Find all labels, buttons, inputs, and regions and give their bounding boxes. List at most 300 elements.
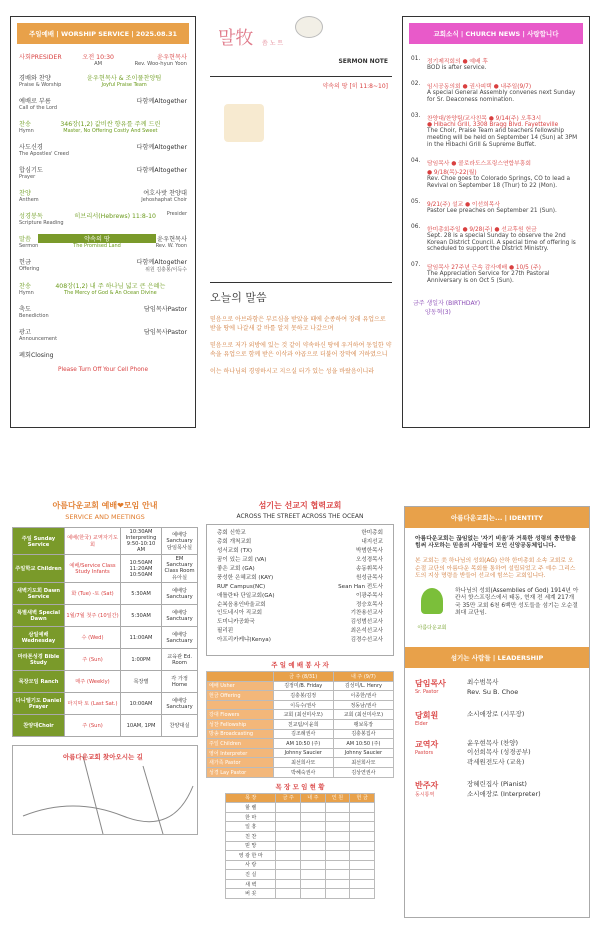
mission-church: 인도네시아 직교회 [217, 610, 263, 617]
volunteer-role: 새가족 Pastor [207, 758, 274, 768]
volunteer-name: 정동남/권사 [333, 700, 393, 710]
item-label-kr: 폐회Closing [19, 352, 54, 359]
item-label [19, 211, 64, 226]
identity-p2: 본 교회는 美 하나님의 성회(AG) 산하 한미총회 소속 교회로 오순절 교단의 아름다운 목회를 통하여 설립되었고 주 예수 그리스도의 지상 명령을 받들어 선교에 힘쓰는 교회입니다. [415, 558, 576, 579]
worship-panel [10, 16, 196, 428]
volunteer-name: AM 10:50 (주) [333, 739, 393, 749]
mission-row [217, 601, 383, 610]
news-kr2: ● 9/18(목)-22(월) [427, 169, 477, 176]
item-content [57, 327, 144, 342]
news-en: BOD is after service. [427, 65, 487, 71]
cell-blank [350, 803, 375, 813]
mission-panel [206, 500, 394, 918]
service-name: 특별새벽 Special Dawn [13, 605, 65, 627]
cell-blank [301, 831, 326, 841]
volunteer-role: 영어 Interpreter [207, 748, 274, 758]
mission-row [217, 618, 383, 627]
item-content [61, 73, 187, 88]
news-en: A special General Assembly convenes next Sunday for Sr. Deaconess nomination. [427, 89, 576, 103]
volunteer-header: 금 주 (8/31) [273, 672, 333, 682]
volunteer-row [207, 758, 394, 768]
mission-partner: 내지선교 [361, 538, 383, 545]
sermon-title-sub: 씀 노 트 [262, 40, 284, 47]
volunteer-row [207, 710, 394, 720]
leader-kr: 윤우현목사 [157, 236, 187, 243]
today-word-title: 오늘의 말씀 [210, 282, 392, 305]
item-label [19, 188, 39, 203]
mission-row [217, 574, 383, 583]
cell-name: 일 흥 [226, 822, 276, 832]
news-kr: 담임목사 ● 콜로라도스프링스연합부흥회 [427, 160, 531, 167]
item-label-kr: 찬양 [19, 190, 31, 197]
cell-blank [350, 822, 375, 832]
cell-blank [325, 879, 350, 889]
mission-partner: 정승호목사 [355, 601, 383, 608]
birthday-title: 금주 생일자 (BIRTHDAY) [413, 300, 481, 308]
news-item [411, 81, 581, 104]
leader-kr: 다함께Altogether [136, 167, 187, 174]
service-day: 예배(한국) 교역자기도회 [65, 528, 121, 555]
cell-blank [350, 851, 375, 861]
item-main-en: Joyful Praise Team [101, 82, 147, 88]
leadership-header: 섬기는 사람들 | LEADERSHIP [405, 647, 589, 668]
cell-blank [301, 803, 326, 813]
leader-role [415, 678, 467, 698]
cell-row [226, 889, 375, 899]
service-time: 10AM, 1PM [121, 715, 162, 737]
news-item [411, 224, 581, 254]
services-table [12, 527, 198, 737]
role-kr: 당회원 [415, 710, 439, 720]
cell-row [226, 870, 375, 880]
leader-role [415, 710, 467, 727]
cell-blank [301, 879, 326, 889]
volunteer-name: 김충봉집사 [333, 729, 393, 739]
news-body [427, 158, 581, 190]
service-day: 1월/7월 첫주 (10일간) [65, 605, 121, 627]
mission-row [217, 609, 383, 618]
service-row [13, 649, 198, 671]
news-kr: 담임목사 27주년 근속 감사예배 ● 10/5 (주) [427, 265, 541, 272]
volunteer-table [206, 671, 394, 778]
leader-kr: 담임목사Pastor [143, 329, 187, 336]
mission-row [217, 627, 383, 636]
worship-item [19, 327, 187, 342]
leader-name: 소시애장로 (시무장) [467, 709, 525, 718]
item-main-en: The Promised Land [73, 243, 121, 249]
cell-blank [301, 812, 326, 822]
item-label [19, 234, 38, 249]
item-main: 408장(1,2) 내 주 하나님 넓고 큰 은혜는 [55, 283, 166, 290]
worship-item [19, 165, 187, 180]
mission-row [217, 583, 383, 592]
mission-partner: 기찬용선교사 [350, 610, 383, 617]
mission-church: 필리핀 [217, 628, 234, 635]
item-label [19, 119, 34, 134]
leader-kr: 다함께Altogether [136, 259, 187, 266]
service-name: 주일 Sunday Service [13, 528, 65, 555]
mission-partner: Sean Han 전도사 [338, 583, 383, 590]
leader-kr: 담임목사Pastor [143, 306, 187, 313]
item-main-en: The Mercy of God & An Ocean Divine [64, 290, 157, 296]
item-label [19, 304, 49, 319]
item-main-en: Master, No Offering Costly And Sweet [63, 128, 158, 134]
leader-names [467, 678, 518, 698]
volunteer-header: 내 주 (9/7) [333, 672, 393, 682]
volunteer-role: 성찬 Fellowship [207, 719, 274, 729]
cell-header: 헌 금 [350, 793, 375, 803]
news-kr: 임시공동의회 ● 권사피택 ● 내주일(9/7) [427, 83, 532, 90]
item-label-kr: 사도신경 [19, 144, 43, 151]
service-row [13, 627, 198, 649]
item-label [19, 257, 39, 273]
identity-header: 아름다운교회는... | IDENTITY [405, 507, 589, 528]
news-item [411, 56, 581, 72]
role-en: Pastors [415, 749, 434, 756]
service-time: 10:50AM 11:20AM 10:50AM [121, 555, 162, 583]
volunteer-name: 김정미/B. Friday [273, 681, 333, 691]
leader-kr: 다함께Altogether [136, 144, 187, 151]
cell-blank [276, 860, 301, 870]
sermon-note-label: SERMON NOTE [338, 58, 388, 65]
birthday-name: 양동혁(3) [425, 309, 451, 317]
volunteer-name: 박혜숙권사 [273, 767, 333, 777]
service-row [13, 715, 198, 737]
volunteer-row [207, 691, 394, 701]
service-day: 매주 (Weekly) [65, 671, 121, 693]
mission-church: RUF Campus(NC) [217, 583, 266, 590]
worship-item [19, 73, 187, 88]
service-row [13, 555, 198, 583]
sermon-paragraph: 믿음으로 아브라함은 부르심을 받았을 때에 순종하여 장래 유업으로 받을 땅에 나갈새 갈 바를 알지 못하고 나갔으며 [210, 316, 386, 332]
cell-header: 내 주 [301, 793, 326, 803]
cellphone-notice: Please Turn Off Your Cell Phone [57, 367, 149, 373]
item-label-kr: 합심기도 [19, 167, 43, 174]
item-leader [144, 327, 187, 342]
mission-row [217, 592, 383, 601]
item-label-en: Prayer [19, 174, 36, 180]
service-name: 마라톤성경 Bible Study [13, 649, 65, 671]
leader-row [415, 678, 579, 698]
volunteer-row [207, 700, 394, 710]
cell-blank [301, 889, 326, 899]
identity-panel [404, 506, 590, 918]
cell-header: 목 장 [226, 793, 276, 803]
service-row [13, 671, 198, 693]
item-label-kr: 찬송 [19, 283, 31, 290]
mission-partner: 김경수선교사 [350, 637, 383, 644]
cell-blank [325, 822, 350, 832]
service-day: 화 (Tue) -토 (Sat) [65, 583, 121, 605]
worship-item [19, 350, 187, 359]
item-label-en: Anthem [19, 197, 39, 203]
item-content [49, 304, 144, 319]
item-label-en: Sermon [19, 243, 39, 249]
service-name: 새벽기도회 Dawn Service [13, 583, 65, 605]
role-kr: 반주자 [415, 780, 439, 790]
worship-item [19, 119, 187, 134]
item-label-en: The Apostles' Creed [19, 151, 69, 157]
item-label-en: Benediction [19, 313, 49, 319]
item-label [19, 327, 57, 342]
item-content [39, 257, 136, 273]
volunteer-name: 김성미/L. Henry [333, 681, 393, 691]
mission-church: 좋은 교회 (GA) [217, 565, 255, 572]
leader-en: 위원 김충봉/이득수 [145, 267, 187, 273]
item-main: 윤우현목사 & 조이풀찬양팀 [86, 75, 162, 82]
item-main: 346장(1,2) 값비싼 향유를 주께 드린 [60, 121, 161, 128]
news-item [411, 158, 581, 190]
news-kr: 정기제직회의 ● 예배 후 [427, 59, 488, 65]
role-en: Elder [415, 720, 428, 727]
news-body [427, 113, 581, 149]
item-label-kr: 예배로 부름 [19, 98, 51, 105]
volunteer-role: 성경 Lay Pastor [207, 767, 274, 777]
item-leader [144, 304, 187, 319]
cell-blank [325, 841, 350, 851]
service-name: 삼일예배 Wednesday [13, 627, 65, 649]
cell-blank [325, 803, 350, 813]
news-en: Rev. Choe goes to Colorado Springs, CO to lead a Revival on September 18 (Thur) to 22 (Mon). [427, 175, 571, 189]
worship-item [19, 234, 187, 249]
news-number: 04. [411, 157, 421, 164]
item-content [64, 211, 167, 226]
cross-illustration-icon [224, 104, 264, 142]
service-time: 1:00PM [121, 649, 162, 671]
role-kr: 담임목사 [415, 679, 446, 689]
item-label [19, 281, 34, 296]
leader-row [415, 780, 579, 800]
cell-name: 사 랑 [226, 860, 276, 870]
mission-title: 섬기는 선교지 협력교회 [258, 501, 342, 510]
volunteer-role: 주일 Children [207, 739, 274, 749]
item-content [54, 350, 187, 359]
worship-item [19, 188, 187, 203]
service-name: 찬양대Choir [13, 715, 65, 737]
news-body [427, 81, 581, 104]
leader-kr: 여호사밧 찬양대 [143, 190, 187, 197]
news-number: 07. [411, 262, 421, 269]
service-day: 수 (Wed) [65, 627, 121, 649]
service-time: 5:30AM [121, 605, 162, 627]
cell-row [226, 822, 375, 832]
leader-names [467, 710, 524, 727]
volunteer-name: 김상연권사 [333, 767, 393, 777]
cell-blank [276, 851, 301, 861]
mission-partner: 이광주목사 [355, 592, 383, 599]
item-label [19, 350, 54, 359]
item-leader [136, 165, 187, 180]
presider-label: 사회PRESIDER [19, 54, 62, 61]
presider-name: 윤우현목사 [157, 54, 187, 61]
leader-name: Rev. Su B. Choe [467, 687, 519, 696]
sermon-panel [210, 16, 392, 428]
cell-blank [350, 879, 375, 889]
leader-names [467, 780, 541, 800]
identity-p3: 하나님의 성회(Assemblies of God) 1914년 아칸서 핫스프링스에서 태동, 현재 전 세계 217개국 35만 교회 6천 6백만 성도들을 섬기는 오순절 최대 교단임. [455, 588, 579, 616]
leader-en: Jehoshaphat Choir [141, 197, 187, 203]
volunteer-row [207, 767, 394, 777]
item-label-en: Offering [19, 266, 40, 272]
mission-partner: 김성범선교사 [350, 619, 383, 626]
cell-blank [325, 870, 350, 880]
leader-en: Presider [166, 211, 187, 217]
mission-church: 애틀란타 단일교회(GA) [217, 592, 275, 599]
news-list [403, 56, 589, 285]
cell-blank [276, 889, 301, 899]
cell-blank [350, 889, 375, 899]
map-title: 아름다운교회 찾아오시는 길 [63, 753, 143, 761]
cell-blank [301, 841, 326, 851]
item-label-en: Scripture Reading [19, 220, 64, 226]
volunteer-header-row [207, 672, 394, 682]
news-item [411, 199, 581, 215]
item-label-en: Praise & Worship [19, 82, 62, 88]
mission-row [217, 565, 383, 574]
services-subtitle: SERVICE AND MEETINGS [65, 513, 145, 521]
services-panel [12, 500, 198, 918]
volunteer-role: 강대 Flowers [207, 710, 274, 720]
service-place: 예배당 Sanctuary [162, 627, 198, 649]
presider-time: 오전 10:30 [82, 54, 114, 61]
item-content [57, 96, 136, 111]
cell-blank [301, 870, 326, 880]
cell-header: 금 주 [276, 793, 301, 803]
services-title: 아름다운교회 예배❤모임 안내 [52, 501, 158, 510]
cell-blank [276, 870, 301, 880]
item-leader [136, 257, 187, 273]
item-content [38, 234, 155, 249]
news-body [427, 56, 581, 72]
mission-row [217, 556, 383, 565]
service-place: 교육관 Ed. Room [162, 649, 198, 671]
news-en: The Appreciation Service for 27th Pastoral Anniversary is on Oct 5 (Sun). [427, 271, 550, 285]
cell-blank [350, 870, 375, 880]
cell-blank [350, 831, 375, 841]
mission-row [217, 636, 383, 645]
volunteer-name: 이득수/권사 [273, 700, 333, 710]
news-en: Pastor Lee preaches on September 21 (Sun). [427, 207, 557, 214]
item-label [19, 165, 43, 180]
service-place: EM Sanctuary Class Room 유아실 [162, 555, 198, 583]
item-label-en: Hymn [19, 128, 34, 134]
news-number: 06. [411, 223, 421, 230]
news-kr: 9/21(주) 설교 ● 이선희목사 [427, 201, 500, 208]
cell-header: 인 원 [325, 793, 350, 803]
cell-blank [350, 812, 375, 822]
cell-row [226, 803, 375, 813]
order-of-service [19, 73, 187, 359]
mission-partner: 박범한목사 [355, 547, 383, 554]
news-panel [402, 16, 590, 428]
church-logo: 아름다운교회 [415, 588, 449, 633]
item-label-kr: 헌금 [19, 259, 31, 266]
news-number: 02. [411, 80, 421, 87]
cell-row [226, 879, 375, 889]
volunteer-name: 친교팀/이윤희 [273, 719, 333, 729]
volunteer-row [207, 739, 394, 749]
leadership-list [405, 668, 589, 821]
cell-blank [276, 812, 301, 822]
cell-blank [276, 841, 301, 851]
role-kr: 교역자 [415, 739, 439, 749]
cell-name: 할 렐 [226, 803, 276, 813]
volunteer-name: 이종한/권사 [333, 691, 393, 701]
service-day: 주 (Sun) [65, 649, 121, 671]
volunteer-name: 김충봉/김정 [273, 691, 333, 701]
item-main: 히브리서(Hebrews) 11:8-10 [74, 213, 156, 220]
sermon-title: 말牧 [218, 28, 254, 49]
cell-row [226, 841, 375, 851]
mission-partner: 한미총회 [361, 530, 383, 536]
item-label-kr: 말씀 [19, 236, 31, 243]
item-content [39, 188, 142, 203]
sermon-text [210, 315, 392, 376]
cell-blank [350, 860, 375, 870]
volunteer-name: 교회 (최선미사모) [333, 710, 393, 720]
worship-item [19, 257, 187, 273]
item-main: 약속의 땅 [38, 234, 155, 243]
leader-name: 이선희목사 (성경공부) [467, 748, 531, 757]
cell-name: 한 마 [226, 812, 276, 822]
service-row [13, 693, 198, 715]
mission-church: 순복음용인바울교회 [217, 601, 266, 608]
mission-row [217, 538, 383, 547]
worship-item [19, 281, 187, 296]
service-place: 각 가정 Home [162, 671, 198, 693]
cell-name: 진 실 [226, 870, 276, 880]
cell-row [226, 812, 375, 822]
mission-partner: 송동휘목사 [355, 565, 383, 572]
leader-row [415, 739, 579, 768]
cell-table [225, 793, 375, 900]
service-day: 마지막 토 (Last Sat.) [65, 693, 121, 715]
service-day: 주 (Sun) [65, 715, 121, 737]
volunteer-title: 주 일 예 배 봉 사 자 [271, 661, 329, 669]
mission-church: 총회 개척교회 [217, 538, 252, 545]
worship-item [19, 304, 187, 319]
service-place: 찬양대실 [162, 715, 198, 737]
item-content [34, 119, 187, 134]
item-content [69, 142, 137, 157]
news-item [411, 262, 581, 285]
leader-kr: 다함께Altogether [136, 98, 187, 105]
cell-row [226, 831, 375, 841]
cell-name: 믿 망 [226, 841, 276, 851]
service-day: 예배/Service Class Study Infants [65, 555, 121, 583]
tree-icon [421, 588, 443, 614]
volunteer-role [207, 700, 274, 710]
cell-blank [325, 812, 350, 822]
item-content [34, 281, 187, 296]
item-label-en: Hymn [19, 290, 34, 296]
volunteer-row [207, 748, 394, 758]
service-place: 예배당 Sanctuary [162, 583, 198, 605]
service-time: 5:30AM [121, 583, 162, 605]
item-label [19, 142, 69, 157]
item-content [43, 165, 137, 180]
news-header: 교회소식 | CHURCH NEWS | 사랑합니다 [409, 23, 583, 44]
item-leader [136, 96, 187, 111]
news-body [427, 262, 581, 285]
leader-role [415, 739, 467, 768]
leader-name: 곽세원전도사 (교육) [467, 758, 525, 767]
news-en: The Choir, Praise Team and teachers fellowship meeting will be held on September 14 (Sun) at 3PM in the Hibachi Grill & Supreme Buffet. [427, 127, 578, 148]
item-label [19, 96, 57, 111]
sermon-verse: 약속의 땅 [히 11:8~10] [322, 83, 388, 90]
sermon-paragraph: 이는 하나님의 경영하시고 지으실 터가 있는 성을 바랐음이니라 [210, 368, 375, 375]
leader-en: Rev. W. Yoon [155, 243, 187, 249]
